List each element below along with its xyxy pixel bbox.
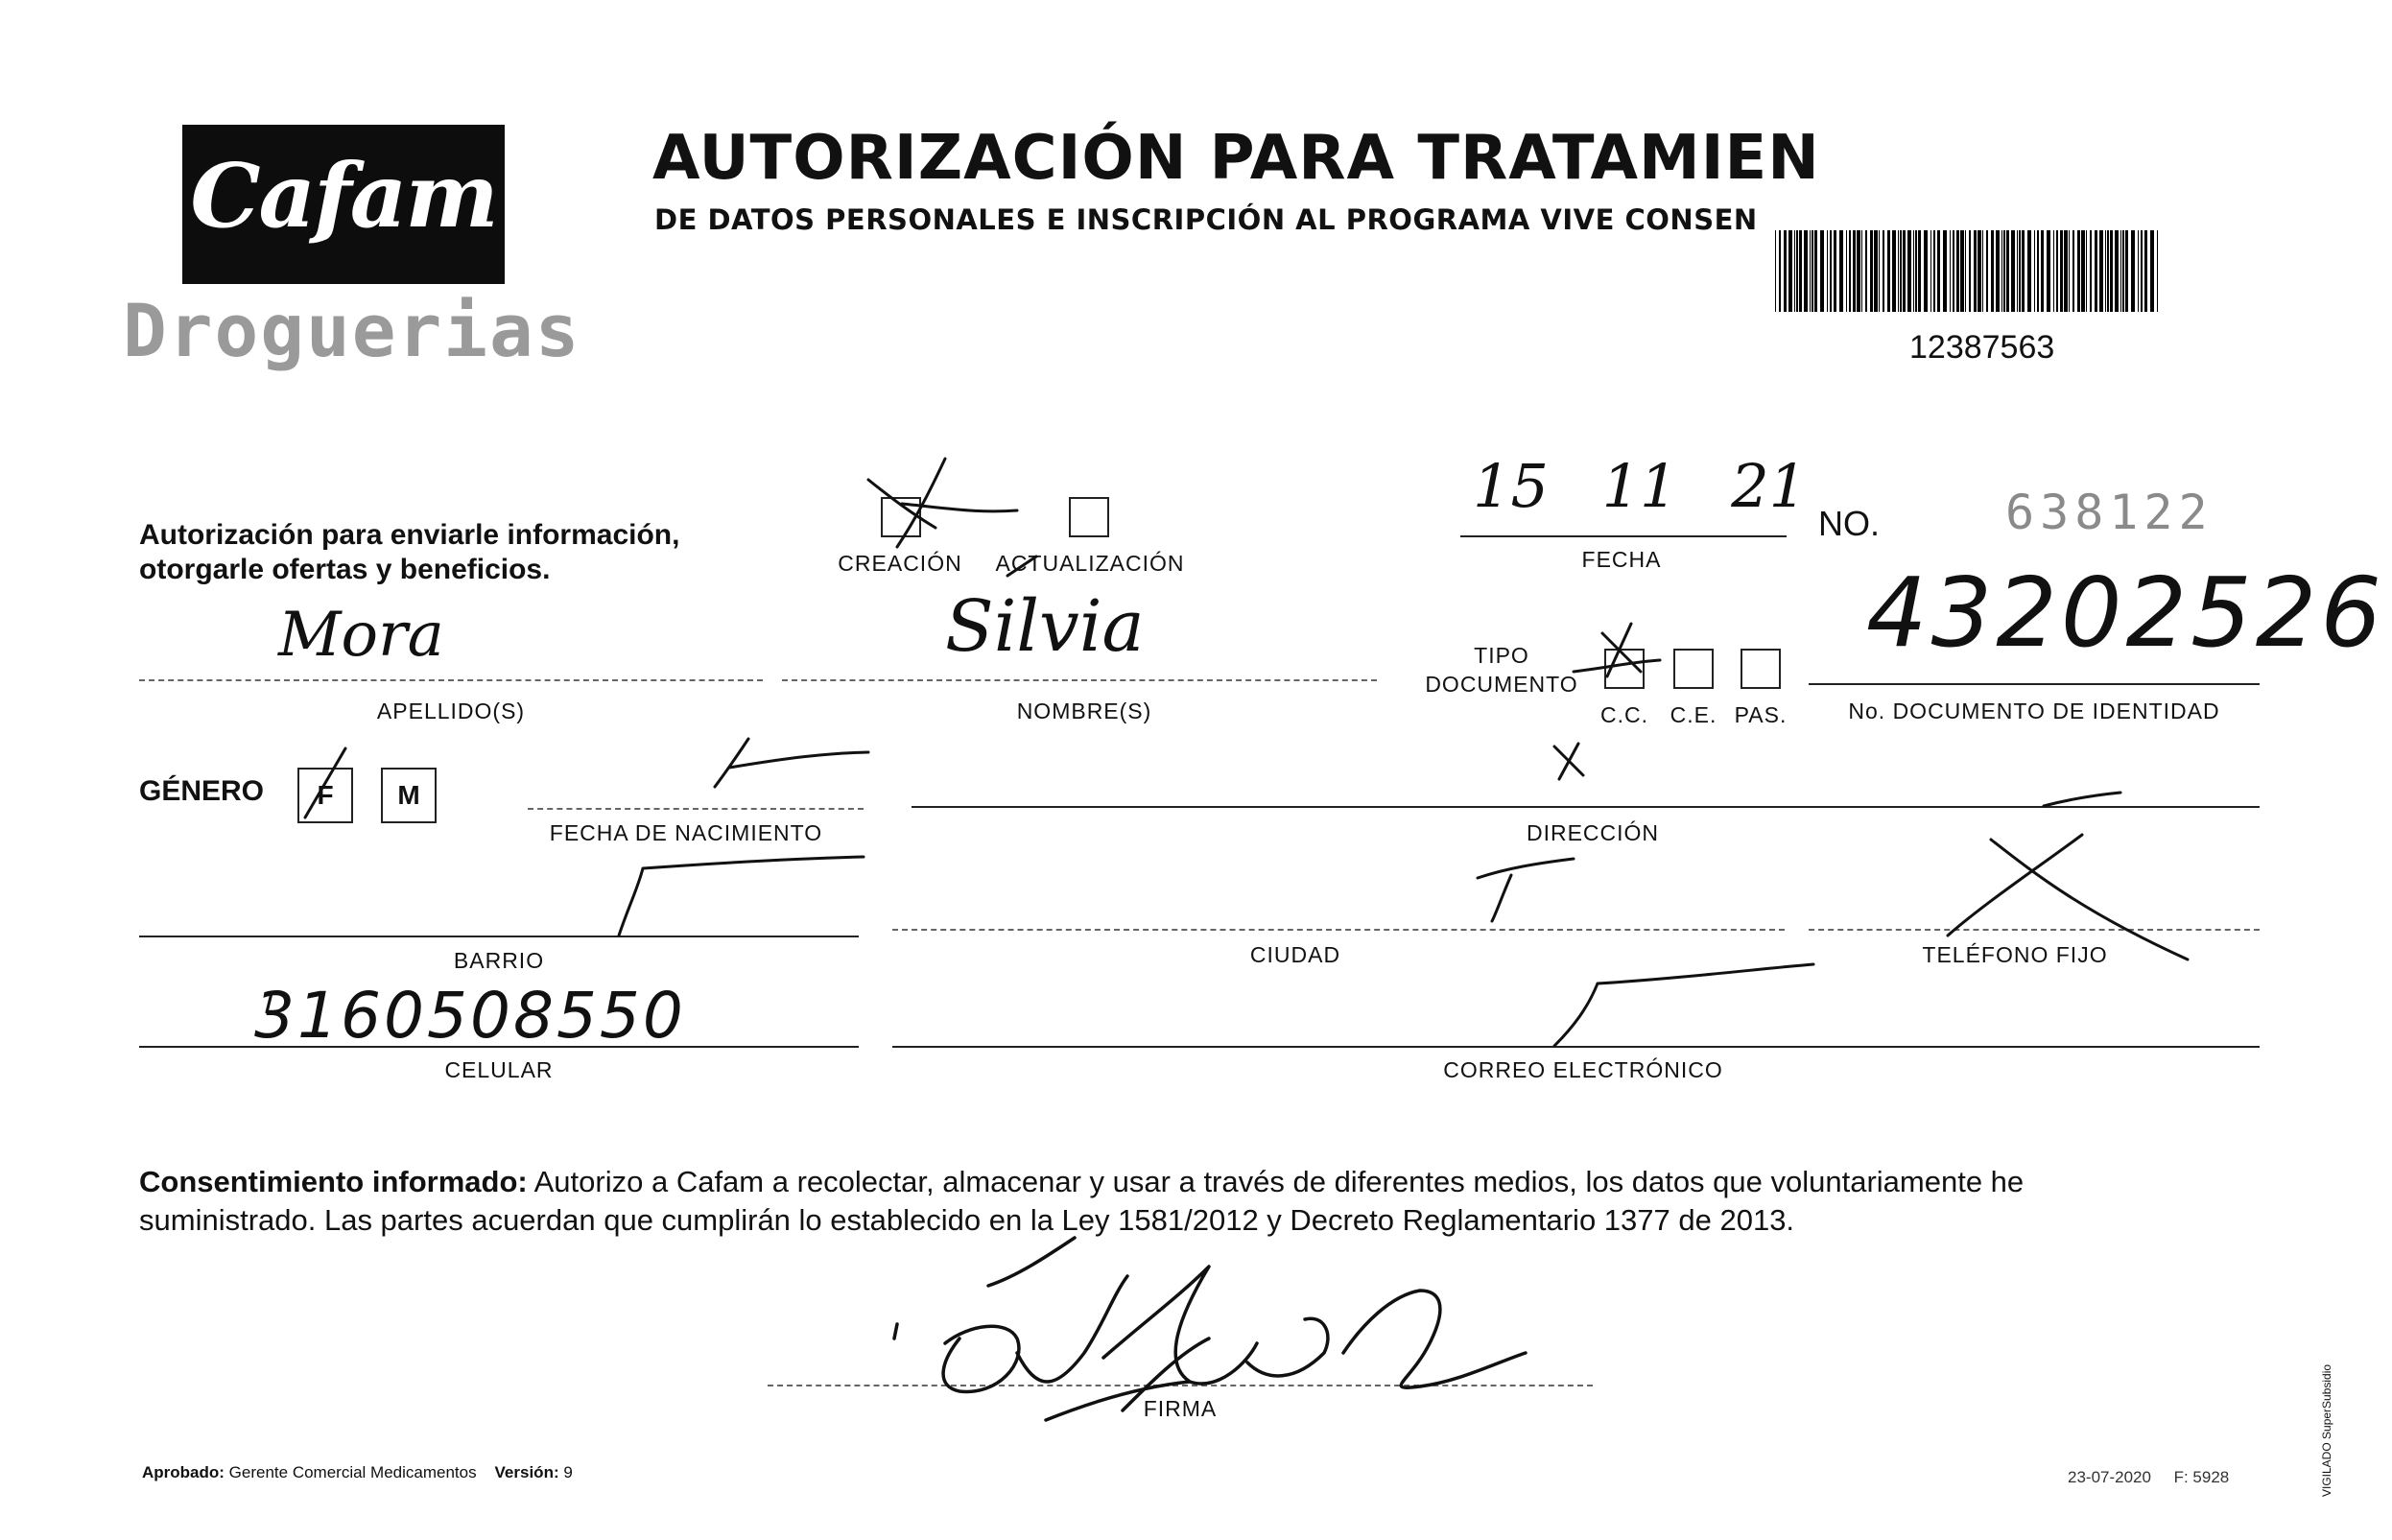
ciudad-label: CIUDAD [1249, 942, 1341, 967]
celular-tick-mark [267, 993, 272, 1012]
nombres-value: Silvia [945, 585, 1145, 668]
authorization-line-2: otorgarle ofertas y beneficios. [139, 554, 551, 585]
fecha-nacimiento-strike-mark [715, 739, 868, 787]
ciudad-strike-mark [1478, 859, 1574, 921]
consent-line-2: suministrado. Las partes acuerdan que cumplirán lo establecido en la Ley 1581/2012 y Decreto Reglamentario 1377 de 2013. [139, 1203, 1795, 1237]
version-label: Versión: [494, 1463, 559, 1481]
consent-heading: Consentimiento informado: [139, 1165, 528, 1198]
actualizacion-label: ACTUALIZACIÓN [995, 551, 1185, 576]
signature-mark [894, 1238, 1526, 1420]
barcode-number: 12387563 [1909, 329, 2055, 366]
cafam-logo-text: Cafam [190, 144, 497, 248]
genero-m-box[interactable]: M [381, 768, 437, 823]
direccion-mark [1554, 744, 2120, 806]
direccion-label: DIRECCIÓN [1526, 820, 1660, 845]
no-label: NO. [1818, 504, 1881, 543]
genero-f-box[interactable]: F [297, 768, 353, 823]
vigilado-supersubsidio-text: VIGILADO SuperSubsidio [2320, 1363, 2333, 1497]
tipo-documento-label: TIPO DOCUMENTO [1425, 643, 1578, 697]
footer-right [2068, 1468, 2229, 1487]
barrio-strike-mark [619, 857, 864, 936]
footer-left [142, 1463, 573, 1482]
barrio-label: BARRIO [453, 948, 545, 973]
aprobado-value: Gerente Comercial Medicamentos [228, 1463, 477, 1481]
documento-label: No. DOCUMENTO DE IDENTIDAD [1848, 699, 2220, 723]
fecha-nacimiento-label: FECHA DE NACIMIENTO [549, 820, 823, 845]
apellidos-label: APELLIDO(S) [376, 699, 526, 723]
genero-f-check-mark [305, 748, 345, 817]
nombres-label: NOMBRE(S) [1016, 699, 1152, 723]
cc-check-mark [1574, 624, 1660, 676]
celular-value: 3160508550 [254, 979, 686, 1053]
version-value: 9 [563, 1463, 573, 1481]
footer-date: 23-07-2020 [2068, 1468, 2151, 1486]
pas-label: PAS. [1734, 702, 1788, 727]
celular-label: CELULAR [444, 1057, 554, 1082]
form-subtitle: DE DATOS PERSONALES E INSCRIPCIÓN AL PROGRAMA VIVE CONSEN [654, 203, 1758, 236]
droguerias-logo-text: Droguerias [123, 288, 581, 373]
telefono-cross-mark [1948, 835, 2188, 960]
footer-form-code: F: 5928 [2173, 1468, 2230, 1486]
fecha-value: 15 11 21 [1473, 451, 1808, 521]
consent-line-1: Autorizo a Cafam a recolectar, almacenar y usar a través de diferentes medios, los datos que voluntariamente he [533, 1165, 2025, 1198]
apellidos-value: Mora [278, 600, 444, 671]
ce-label: C.E. [1670, 702, 1717, 727]
no-value: 638122 [2005, 485, 2214, 540]
aprobado-label: Aprobado: [142, 1463, 225, 1481]
actualizacion-strike-mark [1007, 557, 1036, 576]
correo-strike-mark [1554, 964, 1813, 1046]
authorization-line-1: Autorización para enviarle información, [139, 519, 680, 551]
creacion-check-mark [868, 459, 1017, 547]
form-title: AUTORIZACIÓN PARA TRATAMIEN [652, 123, 1820, 194]
telefono-label: TELÉFONO FIJO [1922, 942, 2108, 967]
cc-label: C.C. [1600, 702, 1648, 727]
creacion-label: CREACIÓN [838, 551, 962, 576]
documento-value: 43202526 [1866, 557, 2385, 669]
correo-label: CORREO ELECTRÓNICO [1443, 1057, 1723, 1082]
firma-label: FIRMA [1143, 1396, 1218, 1421]
fecha-label: FECHA [1581, 547, 1662, 572]
genero-label: GÉNERO [139, 775, 265, 807]
